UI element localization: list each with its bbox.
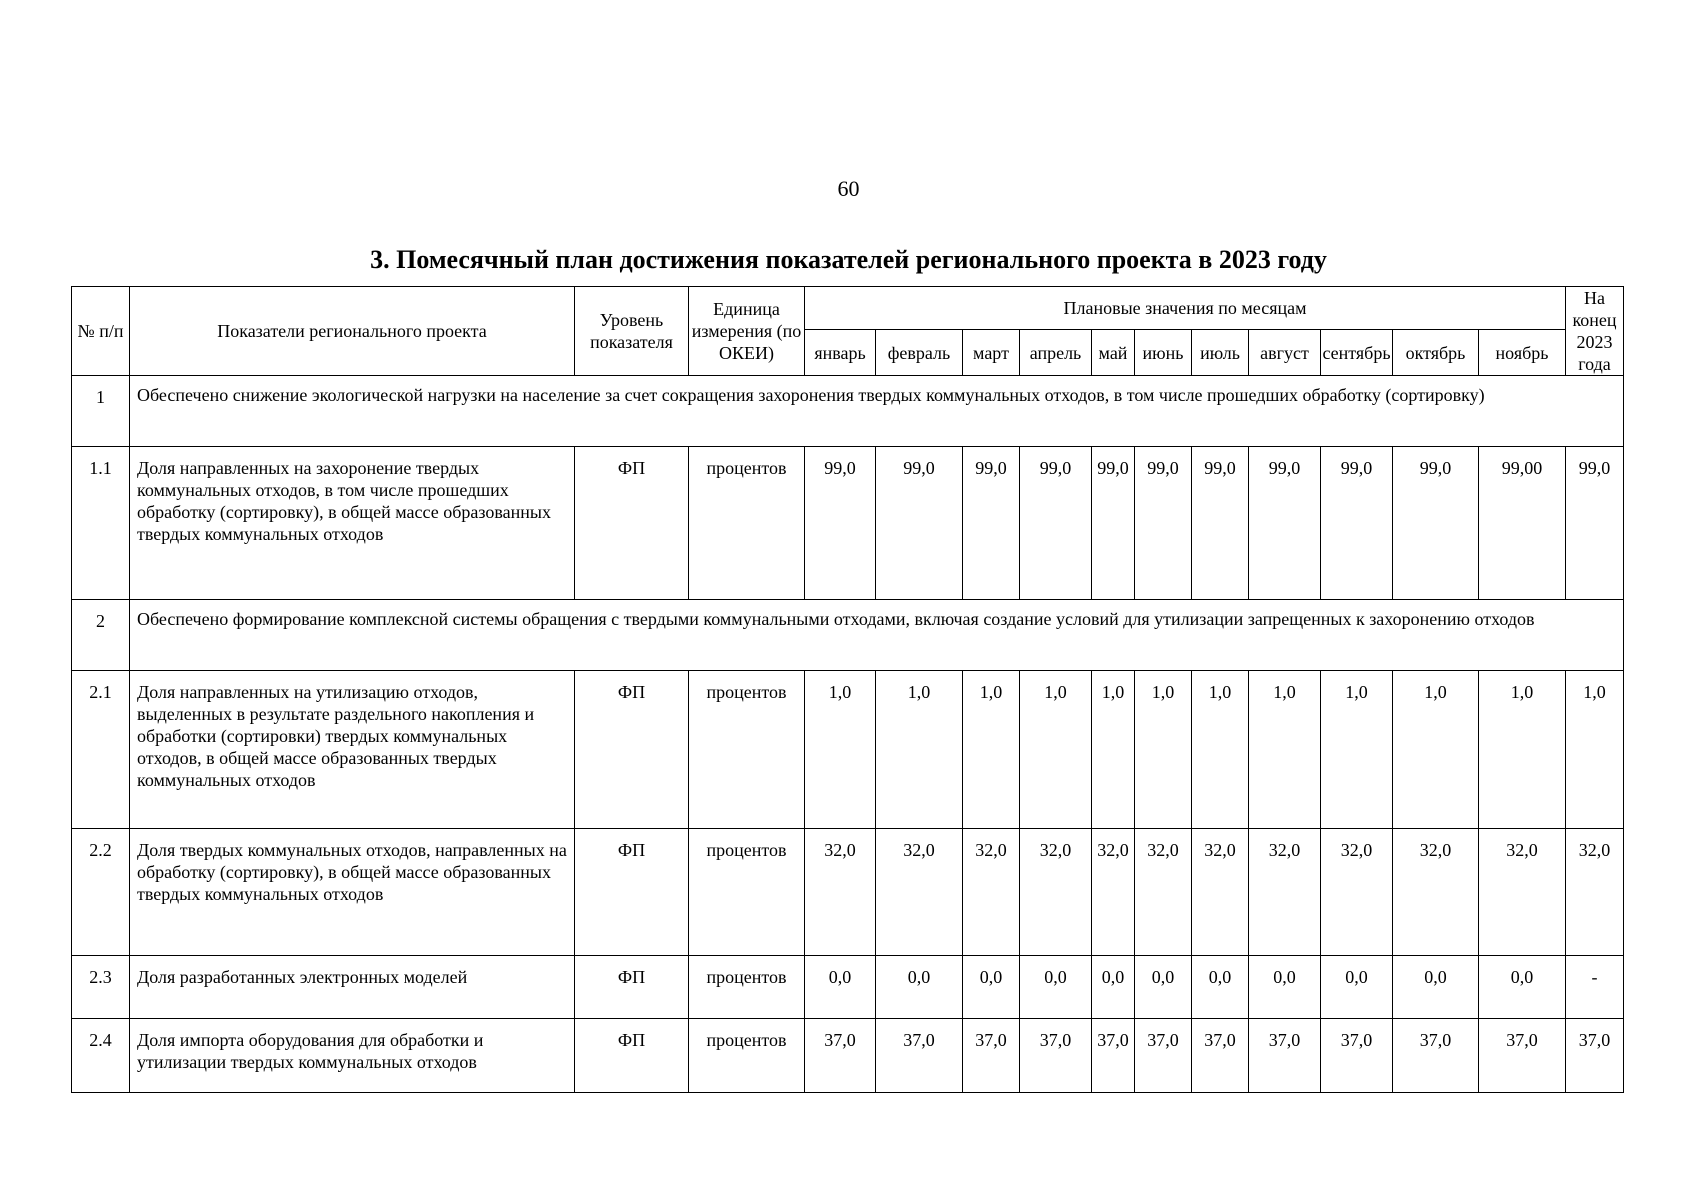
page-number: 60 bbox=[837, 176, 860, 201]
indicator-level: ФП bbox=[575, 956, 689, 1019]
indicator-unit: процентов bbox=[689, 447, 805, 600]
month-value: 1,0 bbox=[1479, 671, 1566, 829]
month-value: 99,0 bbox=[805, 447, 876, 600]
month-value: 99,0 bbox=[1135, 447, 1192, 600]
header-row-top bbox=[72, 287, 1624, 330]
header-month-apr: апрель bbox=[1020, 330, 1092, 376]
month-value: 0,0 bbox=[1479, 956, 1566, 1019]
month-value: 0,0 bbox=[805, 956, 876, 1019]
month-value: 1,0 bbox=[1192, 671, 1249, 829]
month-value: 32,0 bbox=[876, 829, 963, 956]
header-month-jul: июль bbox=[1192, 330, 1249, 376]
month-value: 99,0 bbox=[1249, 447, 1321, 600]
header-month-jun: июнь bbox=[1135, 330, 1192, 376]
section-title: Обеспечено формирование комплексной системы обращения с твердыми коммунальными отходами, включая создание условий для утилизации запрещенных к захоронению отходов bbox=[130, 600, 1624, 671]
month-value: 99,0 bbox=[963, 447, 1020, 600]
indicator-name: Доля разработанных электронных моделей bbox=[130, 956, 575, 1019]
row-number: 1.1 bbox=[72, 447, 130, 600]
month-value: 0,0 bbox=[1321, 956, 1393, 1019]
header-month-sep: сентябрь bbox=[1321, 330, 1393, 376]
indicator-row bbox=[72, 671, 1624, 829]
month-value: 1,0 bbox=[1249, 671, 1321, 829]
month-value: 99,0 bbox=[1092, 447, 1135, 600]
header-year-end: На конец 2023 года bbox=[1566, 287, 1624, 376]
month-value: 32,0 bbox=[1393, 829, 1479, 956]
header-indicator: Показатели регионального проекта bbox=[130, 287, 575, 376]
month-value: 0,0 bbox=[1135, 956, 1192, 1019]
indicator-name: Доля твердых коммунальных отходов, направленных на обработку (сортировку), в общей массе образованных твердых коммунальных отходов bbox=[130, 829, 575, 956]
header-month-may: май bbox=[1092, 330, 1135, 376]
month-value: 0,0 bbox=[1249, 956, 1321, 1019]
indicator-name: Доля импорта оборудования для обработки и утилизации твердых коммунальных отходов bbox=[130, 1019, 575, 1093]
month-value: 32,0 bbox=[1321, 829, 1393, 956]
row-number: 1 bbox=[72, 376, 130, 447]
month-value: 37,0 bbox=[1135, 1019, 1192, 1093]
indicator-unit: процентов bbox=[689, 829, 805, 956]
month-value: 99,00 bbox=[1479, 447, 1566, 600]
monthly-plan-table bbox=[71, 286, 1624, 1093]
month-value: 37,0 bbox=[1479, 1019, 1566, 1093]
month-value: 32,0 bbox=[1192, 829, 1249, 956]
month-value: 1,0 bbox=[1135, 671, 1192, 829]
month-value: 99,0 bbox=[1393, 447, 1479, 600]
indicator-row bbox=[72, 1019, 1624, 1093]
month-value: 37,0 bbox=[1092, 1019, 1135, 1093]
row-number: 2.2 bbox=[72, 829, 130, 956]
header-month-jan: январь bbox=[805, 330, 876, 376]
month-value: 32,0 bbox=[1479, 829, 1566, 956]
month-value: 1,0 bbox=[1092, 671, 1135, 829]
section-title: Обеспечено снижение экологической нагрузки на население за счет сокращения захоронения твердых коммунальных отходов, в том числе прошедших обработку (сортировку) bbox=[130, 376, 1624, 447]
document-title: 3. Помесячный план достижения показателей регионального проекта в 2023 году bbox=[370, 245, 1327, 274]
header-month-feb: февраль bbox=[876, 330, 963, 376]
month-value: 32,0 bbox=[1092, 829, 1135, 956]
month-value: 37,0 bbox=[963, 1019, 1020, 1093]
year-end-value: 99,0 bbox=[1566, 447, 1624, 600]
month-value: 32,0 bbox=[1020, 829, 1092, 956]
header-month-nov: ноябрь bbox=[1479, 330, 1566, 376]
year-end-value: 32,0 bbox=[1566, 829, 1624, 956]
row-number: 2.4 bbox=[72, 1019, 130, 1093]
month-value: 0,0 bbox=[876, 956, 963, 1019]
header-level: Уровень показателя bbox=[575, 287, 689, 376]
month-value: 37,0 bbox=[805, 1019, 876, 1093]
month-value: 37,0 bbox=[1020, 1019, 1092, 1093]
year-end-value: 1,0 bbox=[1566, 671, 1624, 829]
month-value: 0,0 bbox=[963, 956, 1020, 1019]
indicator-row bbox=[72, 447, 1624, 600]
month-value: 37,0 bbox=[1393, 1019, 1479, 1093]
month-value: 32,0 bbox=[963, 829, 1020, 956]
month-value: 1,0 bbox=[963, 671, 1020, 829]
month-value: 37,0 bbox=[1321, 1019, 1393, 1093]
month-value: 0,0 bbox=[1393, 956, 1479, 1019]
indicator-row bbox=[72, 829, 1624, 956]
indicator-name: Доля направленных на утилизацию отходов, выделенных в результате раздельного накопления и обработки (сортировки) твердых коммунальных отходов, в общей массе образованных твердых коммунальных отходов bbox=[130, 671, 575, 829]
indicator-level: ФП bbox=[575, 447, 689, 600]
indicator-level: ФП bbox=[575, 1019, 689, 1093]
month-value: 1,0 bbox=[876, 671, 963, 829]
section-row bbox=[72, 376, 1624, 447]
indicator-level: ФП bbox=[575, 829, 689, 956]
indicator-level: ФП bbox=[575, 671, 689, 829]
month-value: 1,0 bbox=[805, 671, 876, 829]
month-value: 37,0 bbox=[1192, 1019, 1249, 1093]
indicator-row bbox=[72, 956, 1624, 1019]
month-value: 99,0 bbox=[1192, 447, 1249, 600]
month-value: 0,0 bbox=[1092, 956, 1135, 1019]
indicator-name: Доля направленных на захоронение твердых коммунальных отходов, в том числе прошедших обработку (сортировку), в общей массе образованных твердых коммунальных отходов bbox=[130, 447, 575, 600]
header-planned-values: Плановые значения по месяцам bbox=[805, 287, 1566, 330]
header-month-mar: март bbox=[963, 330, 1020, 376]
row-number: 2.1 bbox=[72, 671, 130, 829]
year-end-value: 37,0 bbox=[1566, 1019, 1624, 1093]
indicator-unit: процентов bbox=[689, 1019, 805, 1093]
month-value: 99,0 bbox=[876, 447, 963, 600]
month-value: 32,0 bbox=[1135, 829, 1192, 956]
row-number: 2 bbox=[72, 600, 130, 671]
year-end-value: - bbox=[1566, 956, 1624, 1019]
month-value: 32,0 bbox=[805, 829, 876, 956]
month-value: 99,0 bbox=[1020, 447, 1092, 600]
month-value: 0,0 bbox=[1020, 956, 1092, 1019]
month-value: 37,0 bbox=[876, 1019, 963, 1093]
month-value: 99,0 bbox=[1321, 447, 1393, 600]
section-row bbox=[72, 600, 1624, 671]
month-value: 32,0 bbox=[1249, 829, 1321, 956]
header-month-oct: октябрь bbox=[1393, 330, 1479, 376]
month-value: 1,0 bbox=[1393, 671, 1479, 829]
month-value: 37,0 bbox=[1249, 1019, 1321, 1093]
row-number: 2.3 bbox=[72, 956, 130, 1019]
header-num: № п/п bbox=[72, 287, 130, 376]
month-value: 1,0 bbox=[1020, 671, 1092, 829]
month-value: 0,0 bbox=[1192, 956, 1249, 1019]
header-unit: Единица измерения (по ОКЕИ) bbox=[689, 287, 805, 376]
indicator-unit: процентов bbox=[689, 671, 805, 829]
indicator-unit: процентов bbox=[689, 956, 805, 1019]
month-value: 1,0 bbox=[1321, 671, 1393, 829]
header-month-aug: август bbox=[1249, 330, 1321, 376]
